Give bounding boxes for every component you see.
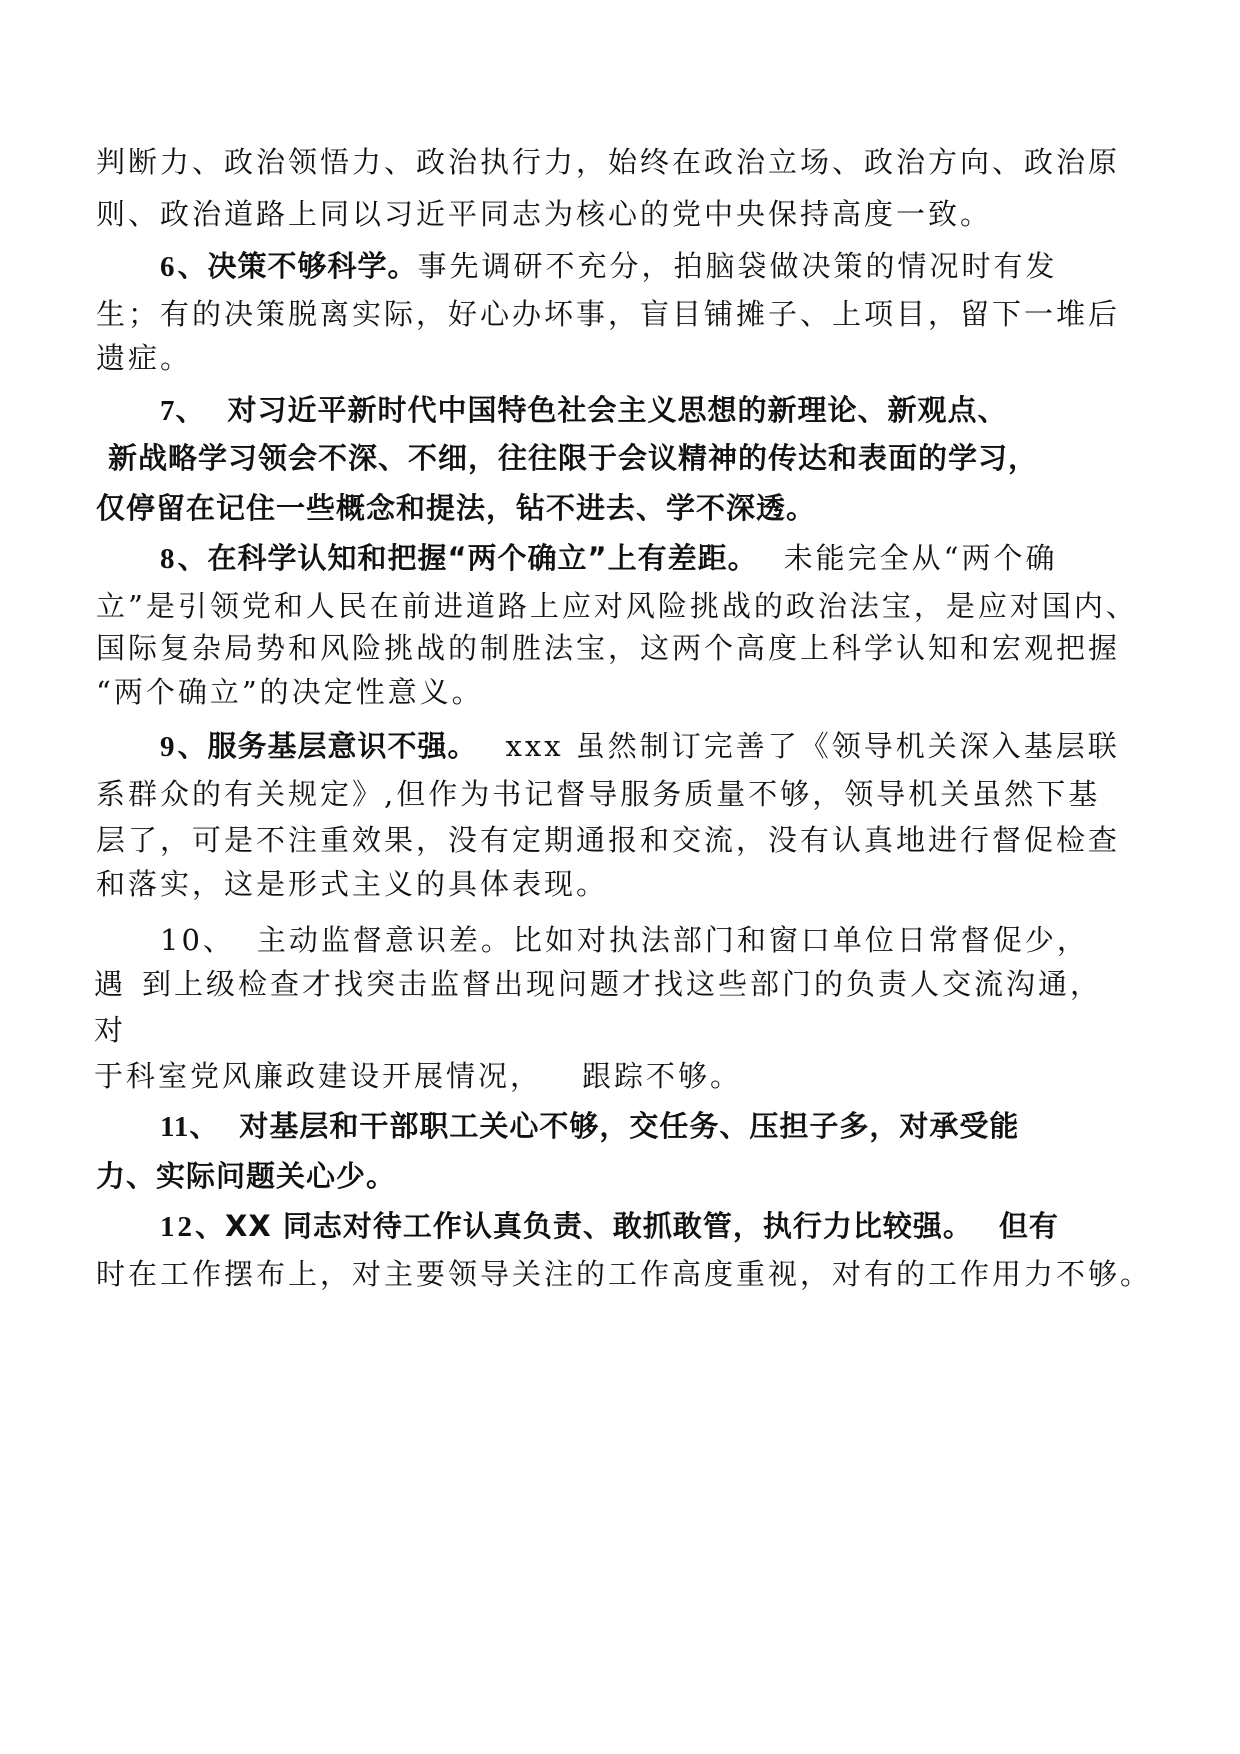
item-9-first-line <box>160 728 1120 765</box>
paragraph-line: 对 <box>94 1013 127 1047</box>
item-number: 10、 <box>160 923 235 957</box>
item-number: 7、 <box>160 395 206 427</box>
item-12-first-line <box>160 1208 1059 1245</box>
item-heading: 、服务基层意识不强。 <box>177 729 478 763</box>
item-heading: 对基层和干部职工关心不够，交任务、压担子多，对承受能 <box>239 1109 1020 1143</box>
item-6-first-line <box>160 248 1058 285</box>
item-text: 未能完全从“两个确 <box>783 541 1058 575</box>
item-text: 事先调研不充分，拍脑袋做决策的情况时有发 <box>417 249 1058 283</box>
paragraph-line: 和落实，这是形式主义的具体表现。 <box>96 867 609 901</box>
paragraph-line: 国际复杂局势和风险挑战的制胜法宝，这两个高度上科学认知和宏观把握 <box>96 631 1121 665</box>
paragraph-line: 判断力、政治领悟力、政治执行力，始终在政治立场、政治方向、政治原 <box>96 145 1121 179</box>
item-text: 主动监督意识差。比如对执法部门和窗口单位日常督促少， <box>256 923 1089 957</box>
paragraph-line <box>94 1058 742 1094</box>
line-fragment: 遇 <box>94 967 127 1001</box>
item-heading: 、XX 同志对待工作认真负责、敢抓敢管，执行力比较强。 <box>195 1209 973 1243</box>
item-11-first-line <box>160 1108 1019 1145</box>
item-heading: 、在科学认知和把握“两个确立”上有差距。 <box>177 541 758 575</box>
item-number: 9 <box>160 731 178 763</box>
line-fragment: 跟踪不够。 <box>582 1059 743 1093</box>
paragraph-line: 时在工作摆布上，对主要领导关注的工作高度重视，对有的工作用力不够。 <box>96 1257 1153 1291</box>
item-number: 8 <box>160 543 178 575</box>
line-fragment: 到上级检查才找突击监督出现问题才找这些部门的负责人交流沟通， <box>142 967 1103 1001</box>
item-number: 6 <box>160 251 178 283</box>
paragraph-line: 系群众的有关规定》,但作为书记督导服务质量不够，领导机关虽然下基 <box>96 777 1101 811</box>
paragraph-line: 力、实际问题关心少。 <box>96 1159 397 1193</box>
paragraph-line: “两个确立”的决定性意义。 <box>96 675 484 709</box>
paragraph-line: 新战略学习领会不深、不细，往往限于会议精神的传达和表面的学习， <box>108 441 1039 475</box>
item-10-first-line <box>160 922 1089 958</box>
paragraph-line: 仅停留在记住一些概念和提法，钻不进去、学不深透。 <box>96 491 817 525</box>
paragraph-line: 立”是引领党和人民在前进道路上应对风险挑战的政治法宝，是应对国内、 <box>96 589 1138 623</box>
item-8-first-line <box>160 540 1057 577</box>
item-heading: 、决策不够科学。 <box>177 249 418 283</box>
paragraph-line: 层了，可是不注重效果，没有定期通报和交流，没有认真地进行督促检查 <box>96 823 1121 857</box>
paragraph-line: 遗症。 <box>96 341 193 375</box>
item-number: 11、 <box>160 1111 220 1143</box>
paragraph-line <box>94 966 1102 1002</box>
item-text: xxx 虽然制订完善了《领导机关深入基层联 <box>505 729 1120 763</box>
item-heading-continued: 但有 <box>998 1209 1059 1243</box>
paragraph-line: 则、政治道路上同以习近平同志为核心的党中央保持高度一致。 <box>96 197 993 231</box>
item-heading: 对习近平新时代中国特色社会主义思想的新理论、新观点、 <box>227 393 1008 427</box>
line-fragment: 于科室党风廉政建设开展情况， <box>94 1059 543 1093</box>
paragraph-line: 生；有的决策脱离实际，好心办坏事，盲目铺摊子、上项目，留下一堆后 <box>96 297 1121 331</box>
item-7-first-line <box>160 392 1008 429</box>
item-number: 12 <box>160 1211 195 1243</box>
